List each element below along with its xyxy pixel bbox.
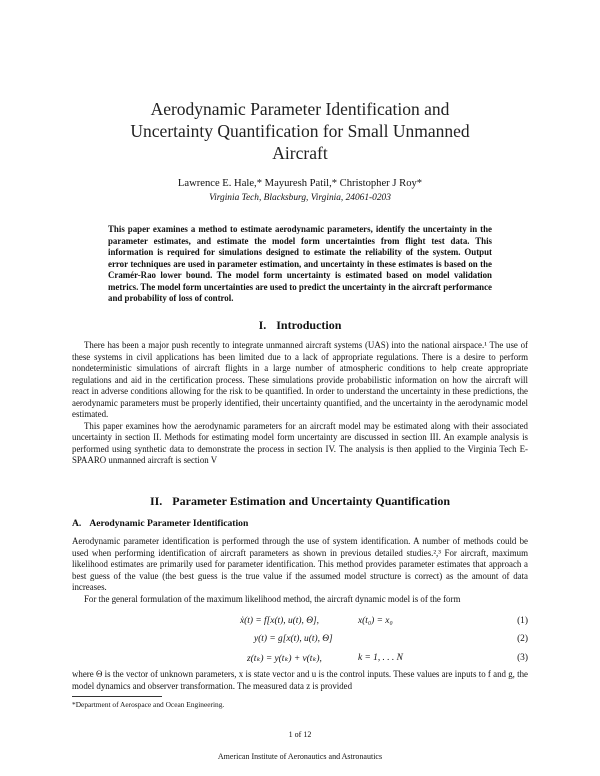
equation-3-lhs: z(tₖ) = y(tₖ) + v(tₖ), <box>247 654 322 664</box>
authors: Lawrence E. Hale,* Mayuresh Patil,* Christopher J Roy* <box>177 178 423 189</box>
page-number: 1 of 12 <box>288 730 312 739</box>
section-1-title: Introduction <box>276 318 342 332</box>
equation-2-number: (2) <box>517 634 528 644</box>
abstract: This paper examines a method to estimate aerodynamic parameters, identify the uncertainty in the parameter estimates, and estimate the model form uncertainties from flight test data. This information is required for simulations designed to estimate the reliability of the system. Output error techniques are used in parameter estimation, and uncertainty in these estimates is based on the Cramér-Rao lower bound. The model form uncertainty is estimated based on model validation metrics. The model form uncertainties are used to predict the uncertainty in the aircraft performance and probability of loss of control. <box>108 224 492 303</box>
section-2-heading <box>0 494 600 509</box>
section-1-heading <box>0 318 600 333</box>
section-1-number: I. <box>258 318 267 332</box>
ident-paragraph-1: Aerodynamic parameter identification is performed through the use of system identification. A number of methods could be used when performing identification of aircraft parameters as shown in previous detailed studies.²,³ For aircraft, maximum likelihood estimates are primarily used for parameter identification. This method provides parameter estimates that approach a best guess of the value (the best guess is the true value if the assumed model structure is correct) as the amount of data increases. <box>72 536 528 592</box>
section-1-body <box>72 340 528 467</box>
ident-paragraph-3: where Θ is the vector of unknown parameters, x is state vector and u is the control inputs. These values are inputs to f and g, the model dynamics and observer transformation. The measured data z is provided <box>72 669 528 691</box>
equation-3-number: (3) <box>517 653 528 663</box>
title-line-1: Aerodynamic Parameter Identification and <box>150 99 450 119</box>
ident-paragraph-2: For the general formulation of the maximum likelihood method, the aircraft dynamic model is of the form <box>84 593 461 604</box>
equation-3-rhs: k = 1, . . . N <box>358 653 403 663</box>
affiliation: Virginia Tech, Blacksburg, Virginia, 24061-0203 <box>209 193 391 203</box>
footnote-rule <box>72 696 162 697</box>
title-line-2: Uncertainty Quantification for Small Unmanned <box>130 121 470 141</box>
intro-paragraph-1: There has been a major push recently to integrate unmanned aircraft systems (UAS) into the national airspace.¹ The use of these systems in civil applications has been limited due to a lack of appropriate regulations. There is a desire to perform nondeterministic simulations of aircraft flights in a large number of atmospheric conditions to help create appropriate regulations and aid in the certification process. These simulations provide probabilistic information on how the aircraft will react in adverse conditions allowing for the risk to be quantified. In order to understand the uncertainty in these predictions, the aerodynamic parameters must be properly identified, their uncertainty quantified, and the uncertainty in the aerodynamic model estimated. <box>72 340 528 419</box>
page-footer: American Institute of Aeronautics and Astronautics <box>217 752 383 761</box>
subsection-a-heading <box>72 518 248 529</box>
equation-2-lhs: y(t) = g[x(t), u(t), Θ] <box>254 634 333 644</box>
subsection-a-number: A. <box>72 518 82 529</box>
title-line-3: Aircraft <box>272 143 328 163</box>
intro-paragraph-2: This paper examines how the aerodynamic parameters for an aircraft model may be estimated along with their associated uncertainty in section II. Methods for estimating model form uncertainty are discussed in section III. An example analysis is performed using synthetic data to demonstrate the process in section IV. The analysis is then applied to the Virginia Tech E-SPAARO unmanned aircraft is section V <box>72 420 528 465</box>
footnote: *Department of Aerospace and Ocean Engineering. <box>72 700 225 709</box>
section-2-title: Parameter Estimation and Uncertainty Quantification <box>172 494 451 508</box>
subsection-a-body <box>72 536 528 605</box>
equation-1-lhs: ẋ(t) = f[x(t), u(t), Θ], <box>240 616 319 626</box>
equation-1-number: (1) <box>517 616 528 626</box>
section-2-number: II. <box>149 494 163 508</box>
equation-1-rhs: x(t₀) = x₀ <box>358 616 393 626</box>
subsection-a-title: Aerodynamic Parameter Identification <box>89 518 249 529</box>
